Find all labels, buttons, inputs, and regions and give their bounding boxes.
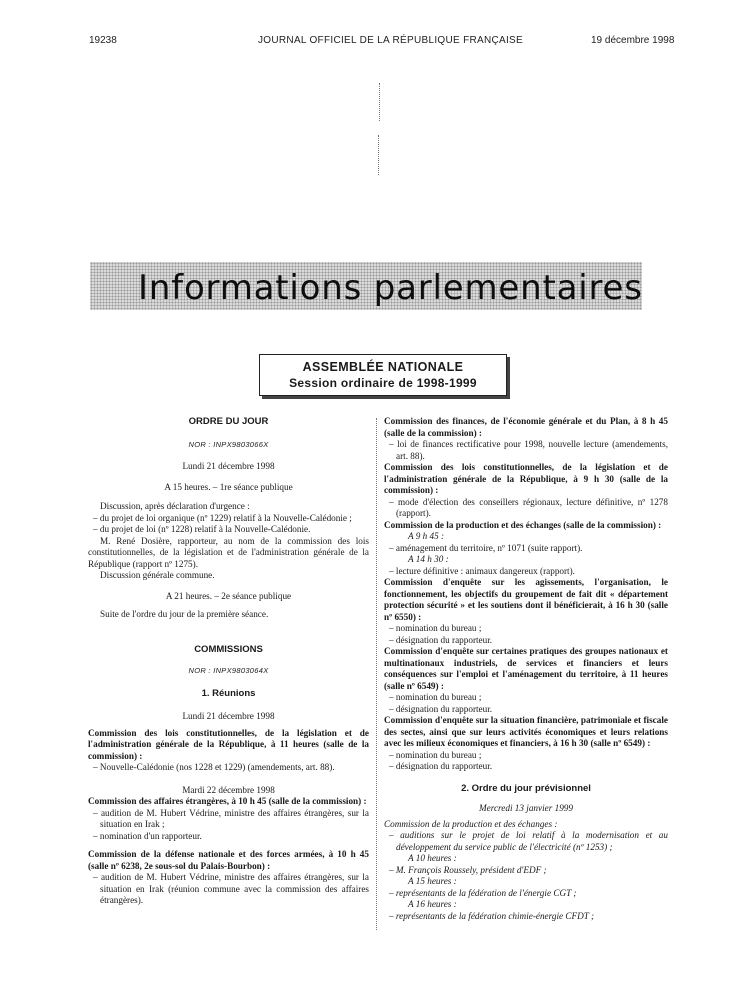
list-item: – audition de M. Hubert Védrine, ministre des affaires étrangères, sur la situation en Irak (réunion commune avec la commission des affaires étrangères).	[93, 872, 369, 905]
list-item: – M. François Roussely, président d'EDF ;	[389, 864, 547, 875]
list-item: – du projet de loi (nº 1228) relatif à la Nouvelle-Calédonie.	[93, 524, 311, 534]
paragraph: M. René Dosière, rapporteur, au nom de la commission des lois constitutionnelles, de la législation et de l'administration générale de la République (rapport nº 1275).	[88, 535, 369, 569]
commission-entry: Commission d'enquête sur la situation financière, patrimoniale et fiscale des sectes, ainsi que sur leurs activités économiques et leurs relations avec les milieux économiques et financiers, à 16 h 30 (salle nº 6549) :	[384, 715, 668, 748]
list-item: – nomination d'un rapporteur.	[93, 830, 202, 841]
nor-reference: NOR : INPX9803064X	[188, 666, 269, 675]
date-heading: Mardi 22 décembre 1998	[182, 784, 275, 795]
list-item: – représentants de la fédération chimie-énergie CFDT ;	[389, 910, 595, 921]
left-column	[88, 416, 369, 907]
right-column	[384, 416, 668, 922]
list-item: – loi de finances rectificative pour 1998, nouvelle lecture (amendements, art. 88).	[389, 439, 668, 461]
time-line: A 15 heures :	[408, 876, 457, 886]
nor-reference: NOR : INPX9803066X	[188, 439, 269, 449]
time-line: A 9 h 45 :	[408, 531, 445, 541]
list-item: – auditions sur le projet de loi relatif à la modernisation et au développement du service public de l'électricité (nº 1253) ;	[389, 830, 668, 852]
list-item: – lecture définitive : animaux dangereux (rapport).	[389, 565, 575, 576]
commission-entry: Commission des lois constitutionnelles, de la législation et de l'administration générale de la République, à 11 heures (salle de la commission) :	[88, 727, 369, 761]
list-item: – désignation du rapporteur.	[389, 703, 493, 714]
list-item: – aménagement du territoire, nº 1071 (suite rapport).	[389, 542, 583, 553]
date-heading: Lundi 21 décembre 1998	[182, 711, 275, 721]
banner-title: Informations parlementaires	[138, 268, 643, 308]
agenda-heading: ORDRE DU JOUR	[188, 416, 269, 427]
list-item: – nomination du bureau ;	[389, 692, 482, 702]
session-line: A 15 heures. – 1re séance publique	[164, 481, 293, 492]
paragraph: Discussion générale commune.	[100, 570, 215, 580]
list-item: – mode d'élection des conseillers régionaux, lecture définitive, nº 1278 (rapport).	[389, 496, 668, 518]
commission-entry: Commission de la production et des échanges (salle de la commission) :	[384, 519, 662, 530]
time-line: A 10 heures :	[408, 853, 457, 863]
time-line: A 14 h 30 :	[408, 554, 449, 564]
section-banner	[90, 262, 642, 310]
commissions-heading: COMMISSIONS	[194, 643, 263, 655]
column-divider	[376, 418, 377, 930]
journal-title: JOURNAL OFFICIEL DE LA RÉPUBLIQUE FRANÇAISE	[258, 35, 523, 46]
commission-entry: Commission des finances, de l'économie générale et du Plan, à 8 h 45 (salle de la commission) :	[384, 416, 668, 438]
list-item: – audition de M. Hubert Védrine, ministre des affaires étrangères, sur la situation en Irak ;	[93, 807, 369, 829]
paragraph: Discussion, après déclaration d'urgence :	[100, 501, 250, 511]
session-name: Session ordinaire de 1998-1999	[289, 376, 477, 390]
commission-entry: Commission d'enquête sur certaines pratiques des groupes nationaux et multinationaux industriels, de services et financiers et leurs conséquences sur l'emploi et l'aménagement du territoire, à 11 heures (salle nº 6549) :	[384, 646, 668, 691]
gutter-rule-top	[379, 83, 380, 121]
subsection-heading: 2. Ordre du jour prévisionnel	[461, 782, 591, 794]
commission-entry: Commission des lois constitutionnelles, de la législation et de l'administration générale de la République, à 9 h 30 (salle de la commission) :	[384, 462, 668, 495]
list-item: – désignation du rapporteur.	[389, 634, 493, 645]
list-item: – représentants de la fédération de l'énergie CGT ;	[389, 887, 577, 898]
commission-entry: Commission de la défense nationale et des forces armées, à 10 h 45 (salle nº 6238, 2e sous-sol du Palais-Bourbon) :	[88, 849, 369, 871]
commission-entry: Commission de la production et des échanges :	[384, 818, 558, 829]
page-number: 19238	[89, 35, 117, 46]
list-item: – nomination du bureau ;	[389, 749, 482, 760]
list-item: – du projet de loi organique (nº 1229) relatif à la Nouvelle-Calédonie ;	[93, 512, 352, 523]
time-line: A 16 heures :	[408, 899, 457, 909]
list-item: – nomination du bureau ;	[389, 623, 482, 633]
date-heading: Lundi 21 décembre 1998	[182, 461, 275, 471]
commission-entry: Commission des affaires étrangères, à 10 h 45 (salle de la commission) :	[88, 796, 367, 806]
date-heading: Mercredi 13 janvier 1999	[479, 803, 573, 813]
assembly-title-box	[259, 354, 507, 396]
list-item: – Nouvelle-Calédonie (nos 1228 et 1229) (amendements, art. 88).	[93, 762, 335, 772]
gutter-rule-mid	[378, 135, 379, 175]
list-item: – désignation du rapporteur.	[389, 761, 493, 771]
commission-entry: Commission d'enquête sur les agissements, l'organisation, le fonctionnement, les objectifs du groupement de fait dit « département protection sécurité » et les soutiens dont il bénéficierait, à 16 h 30 (salle nº 6550) :	[384, 577, 668, 622]
session-line: A 21 heures. – 2e séance publique	[165, 590, 292, 601]
issue-date: 19 décembre 1998	[591, 35, 675, 46]
paragraph: Suite de l'ordre du jour de la première séance.	[100, 609, 269, 619]
assembly-name: ASSEMBLÉE NATIONALE	[302, 360, 464, 374]
subsection-heading: 1. Réunions	[201, 687, 256, 699]
